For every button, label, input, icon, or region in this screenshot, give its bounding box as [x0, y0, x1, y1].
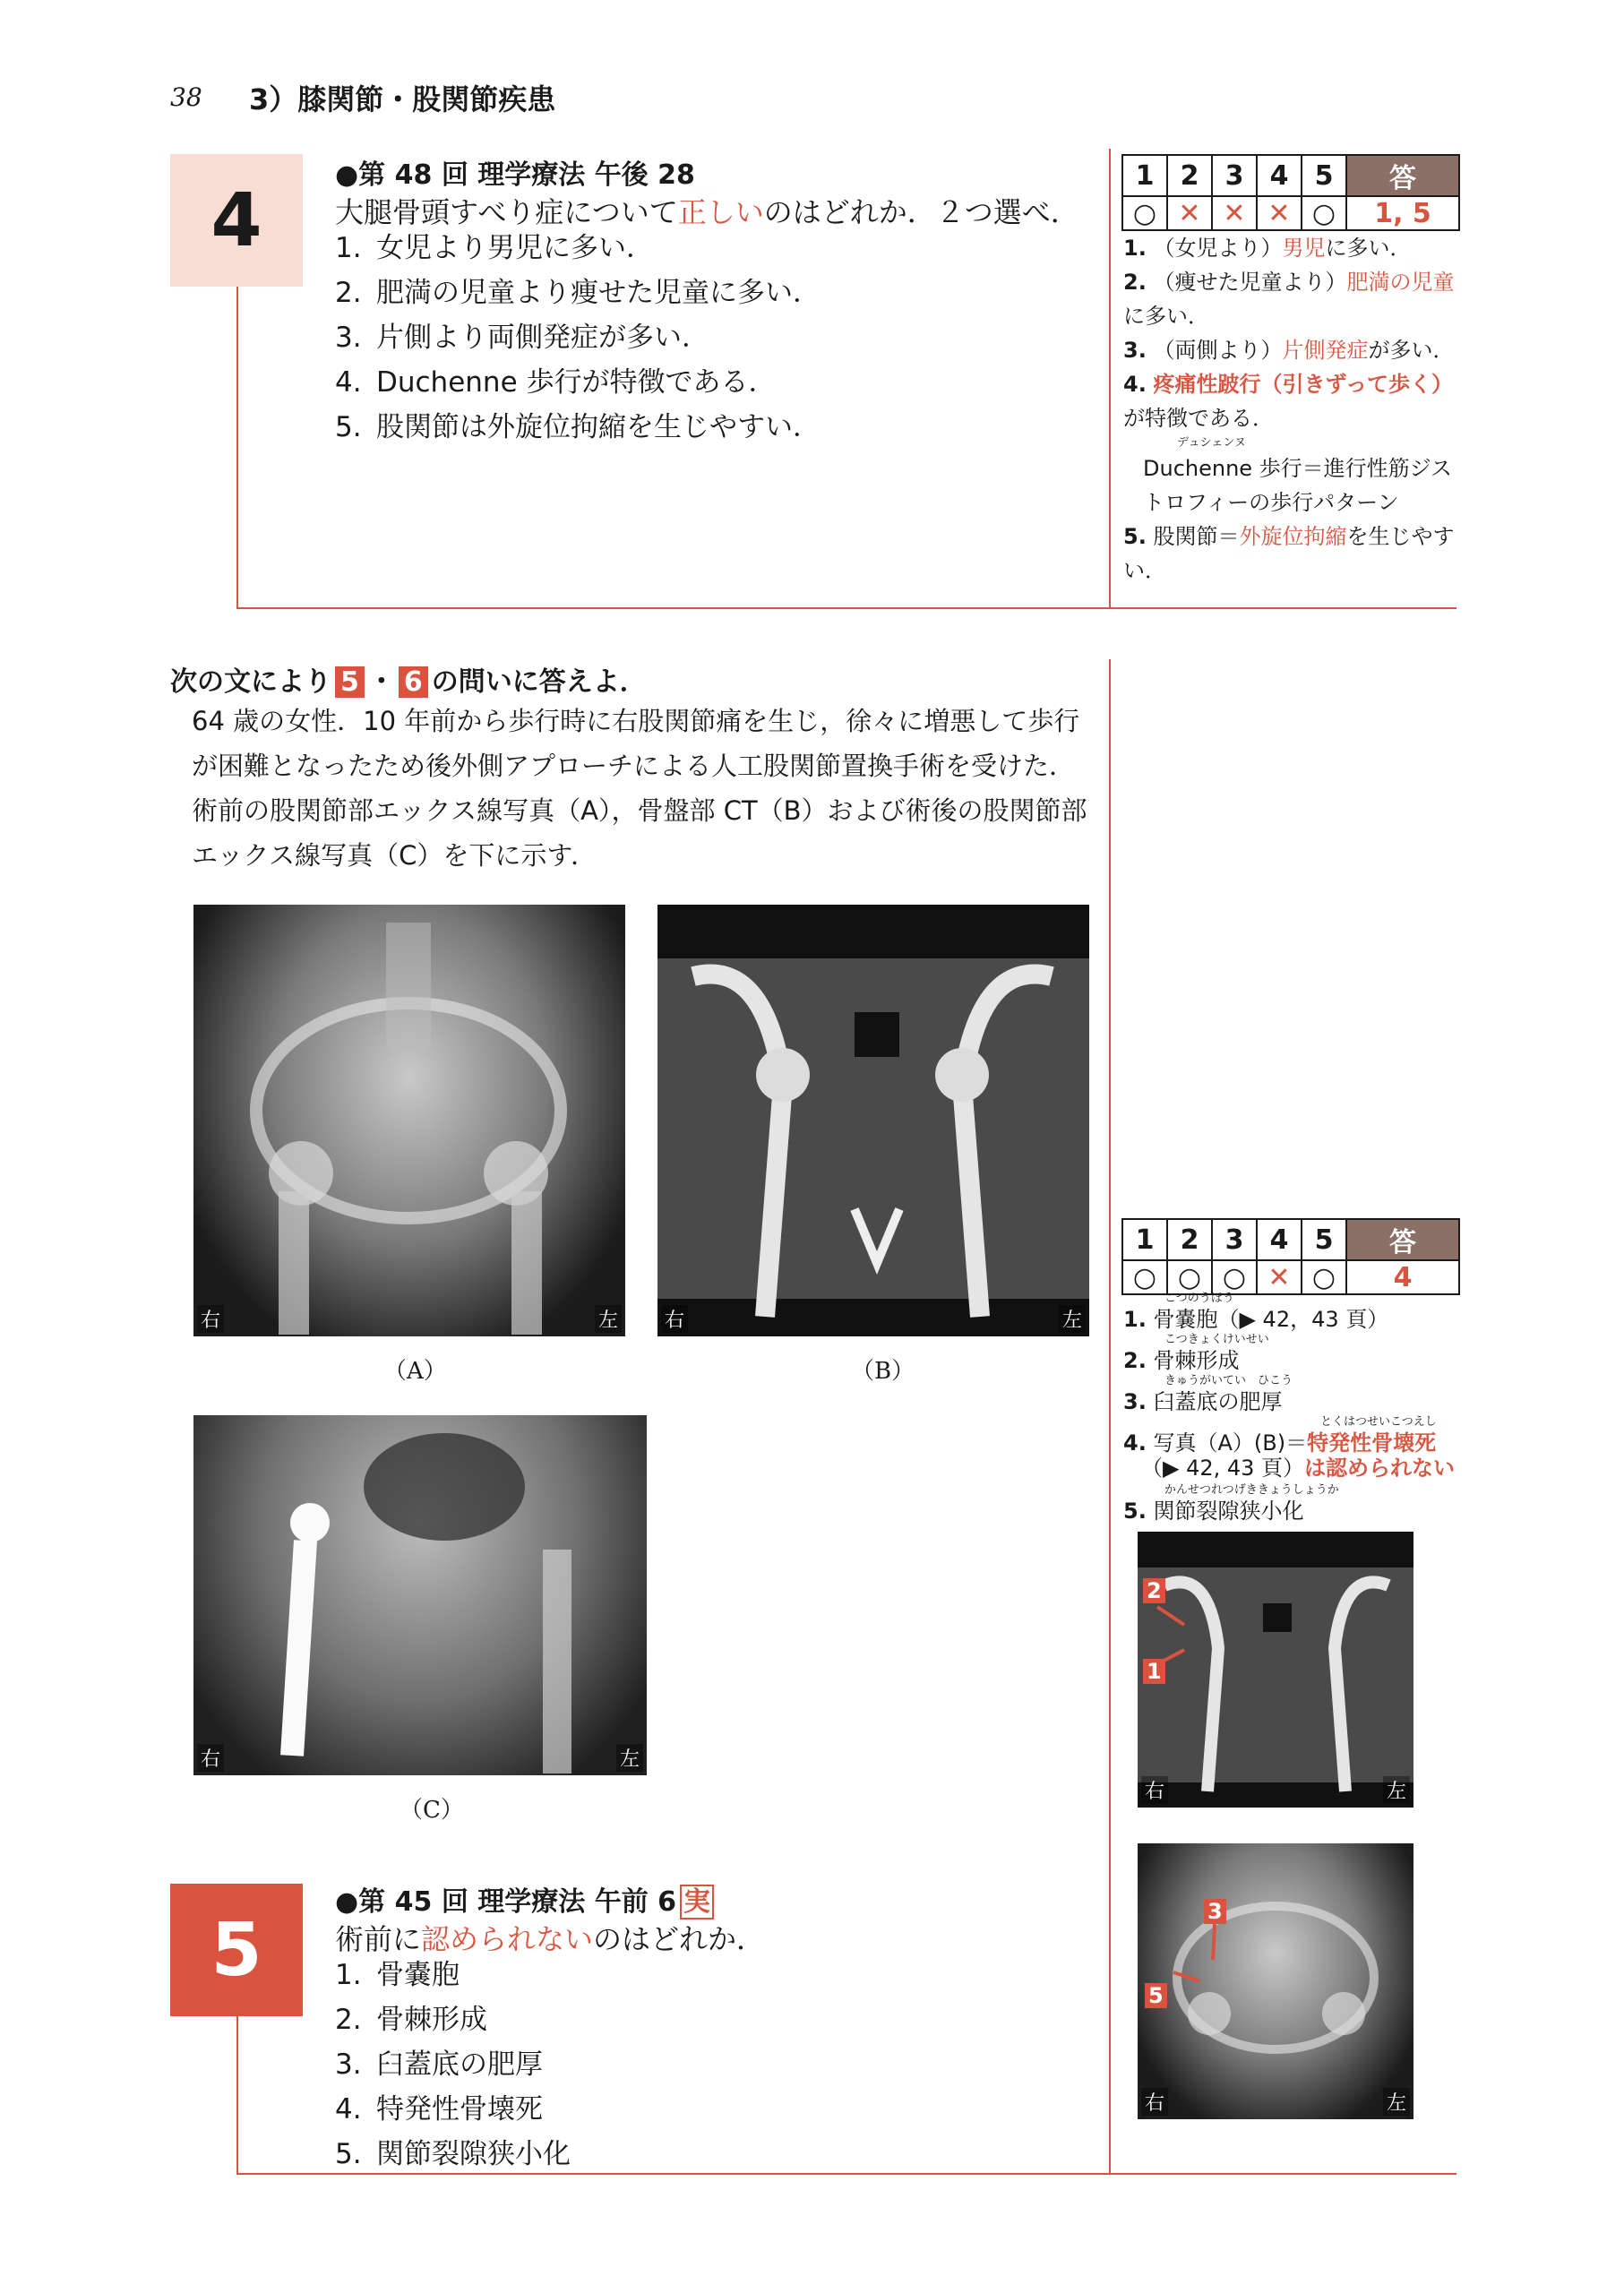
pelvis-illustration-a	[193, 905, 625, 1336]
ct-b-left-label: 左	[1059, 1305, 1086, 1333]
q5-options	[335, 1953, 571, 2177]
q4-source: ●第 48 回 理学療法 午後 28	[335, 159, 695, 191]
q5-option-2: 2. 骨棘形成	[335, 2004, 487, 2036]
q4-col-4: 4	[1257, 155, 1302, 196]
q4-column-rule	[1109, 149, 1111, 609]
case-tag-5: 5	[335, 666, 365, 698]
q4-expl-4-ruby: デュシェンヌ	[1177, 436, 1246, 450]
q4-expl-4-note: Duchenne 歩行＝進行性筋ジストロフィーの歩行パターン	[1143, 456, 1452, 515]
annotation-3: 3	[1204, 1899, 1226, 1924]
q4-col-1: 1	[1122, 155, 1167, 196]
xray-a-left-label: 左	[595, 1305, 622, 1333]
q4-option-1: 1. 女児より男児に多い．	[335, 232, 654, 264]
ct-b-right-label: 右	[661, 1305, 688, 1333]
case-body: 64 歳の女性．10 年前から歩行時に右股関節痛を生じ，徐々に増悪して歩行が困難となったため後外側アプローチによる人工股関節置換手術を受けた．術前の股関節部エックス線写真（A），骨盤部 CT（B）および術後の股関節部エックス線写真（C）を下に示す．	[192, 706, 1087, 871]
q4-col-2: 2	[1167, 155, 1212, 196]
q5-expl-2: 2. 骨棘形成	[1123, 1348, 1240, 1373]
q4-expl-4: 4. 疼痛性跛行（引きずって歩く）が特徴である．	[1123, 372, 1454, 431]
q4-option-5: 5. 股関節は外旋位拘縮を生じやすい．	[335, 411, 821, 443]
q5-option-1: 1. 骨嚢胞	[335, 1959, 460, 1991]
q5-answer-value: 4	[1346, 1260, 1459, 1294]
q5-explanations: こつのうほう 1. 骨嚢胞（▶ 42，43 頁） こつきょくけいせい 2. 骨棘形成 きゅうがいてい ひこう 3. 臼蓋底の肥厚 とくはつせいこつえし 4. 写真（A）(B)＝特発性骨壊死 （▶ 42, 43 頁）は認められない かんせつれつげききょうしょうか 5. 関節裂隙狭小化	[1123, 1290, 1464, 1523]
annotation-1: 1	[1143, 1659, 1165, 1684]
q4-expl-3: 3. （両側より）片側発症が多い．	[1123, 338, 1455, 363]
q5-answer-table: 1 2 3 4 5 答 ○ ○ ○ ✕ ○ 4	[1121, 1218, 1460, 1295]
xray-image-a	[193, 905, 625, 1336]
question-number-4: 4	[170, 154, 303, 287]
annotated-ct-illustration	[1138, 1532, 1413, 1808]
q4-stem-emphasis: 正しい	[677, 195, 764, 229]
q4-mark-4: ✕	[1257, 196, 1302, 230]
annotated-ct-thumbnail: 2 1 右 左	[1138, 1532, 1413, 1808]
annotation-5: 5	[1145, 1983, 1167, 2008]
q4-option-3: 3. 片側より両側発症が多い．	[335, 322, 709, 354]
case-intro: 次の文により 5 ・ 6 の問いに答えよ．	[170, 666, 647, 698]
q4-stem-post: のはどれか．２つ選べ．	[763, 195, 1079, 229]
q4-mark-1: ○	[1122, 196, 1167, 230]
caption-c: （C）	[400, 1797, 464, 1824]
q5-option-4: 4. 特発性骨壊死	[335, 2093, 543, 2126]
annotated-xray-thumbnail: 3 5 右 左	[1138, 1843, 1413, 2119]
question-number-5: 5	[170, 1884, 303, 2016]
q4-mark-2: ✕	[1167, 196, 1212, 230]
q5-expl-4-cont: （▶ 42, 43 頁）は認められない	[1141, 1456, 1456, 1481]
q5-expl-1: 1. 骨嚢胞（▶ 42，43 頁）	[1123, 1307, 1389, 1332]
annotated-xray-illustration	[1138, 1843, 1413, 2119]
q4-mark-5: ○	[1302, 196, 1346, 230]
q4-answer-header: 答	[1346, 155, 1459, 196]
q5-answer-header: 答	[1346, 1219, 1459, 1260]
q4-stem-pre: 大腿骨頭すべり症について	[335, 195, 678, 229]
caption-b: （B）	[851, 1358, 915, 1385]
caption-a: （A）	[383, 1358, 447, 1385]
pelvis-illustration-c	[193, 1415, 647, 1775]
pelvis-illustration-b	[657, 905, 1089, 1336]
case-tag-6: 6	[399, 666, 428, 698]
q4-mark-3: ✕	[1212, 196, 1257, 230]
q4-bottom-rule	[236, 607, 1456, 609]
xray-image-c	[193, 1415, 647, 1775]
q4-answer-value: 1, 5	[1346, 196, 1459, 230]
q4-expl-5: 5. 股関節＝外旋位拘縮を生じやすい．	[1123, 524, 1455, 583]
q5-source: ●第 45 回 理学療法 午前 6 実	[335, 1879, 714, 1919]
q5-expl-5: 5. 関節裂隙狭小化	[1123, 1499, 1304, 1524]
xray-c-left-label: 左	[616, 1744, 643, 1772]
q5-left-rule	[236, 2015, 238, 2175]
q4-expl-2: 2. （痩せた児童より）肥満の児童に多い．	[1123, 270, 1455, 329]
q4-expl-1: 1. （女児より）男児に多い．	[1123, 236, 1412, 261]
q5-option-5: 5. 関節裂隙狭小化	[335, 2138, 571, 2170]
q5-stem: 術前に認められないのはどれか．	[335, 1922, 766, 1956]
q4-answer-table	[1121, 154, 1460, 231]
q5-option-3: 3. 臼蓋底の肥厚	[335, 2048, 543, 2081]
xray-c-right-label: 右	[197, 1744, 224, 1772]
q4-option-4: 4. Duchenne 歩行が特徴である．	[335, 366, 777, 399]
q4-option-2: 2. 肥満の児童より痩せた児童に多い．	[335, 277, 821, 309]
q4-col-3: 3	[1212, 155, 1257, 196]
q5-tag: 実	[680, 1885, 714, 1919]
q4-left-rule	[236, 287, 238, 609]
q5-expl-3: 3. 臼蓋底の肥厚	[1123, 1389, 1283, 1414]
page-number: 38	[170, 82, 202, 112]
annotation-2: 2	[1143, 1578, 1165, 1603]
q5-bottom-rule	[236, 2173, 1456, 2175]
chapter-title: 3）膝関節・股関節疾患	[249, 82, 556, 116]
q4-explanations	[1123, 231, 1464, 588]
ct-image-b	[657, 905, 1089, 1336]
q4-options	[335, 226, 821, 450]
q4-col-5: 5	[1302, 155, 1346, 196]
case-column-rule	[1109, 659, 1111, 2173]
xray-a-right-label: 右	[197, 1305, 224, 1333]
q5-expl-4: 4. 写真（A）(B)＝特発性骨壊死	[1123, 1430, 1437, 1456]
